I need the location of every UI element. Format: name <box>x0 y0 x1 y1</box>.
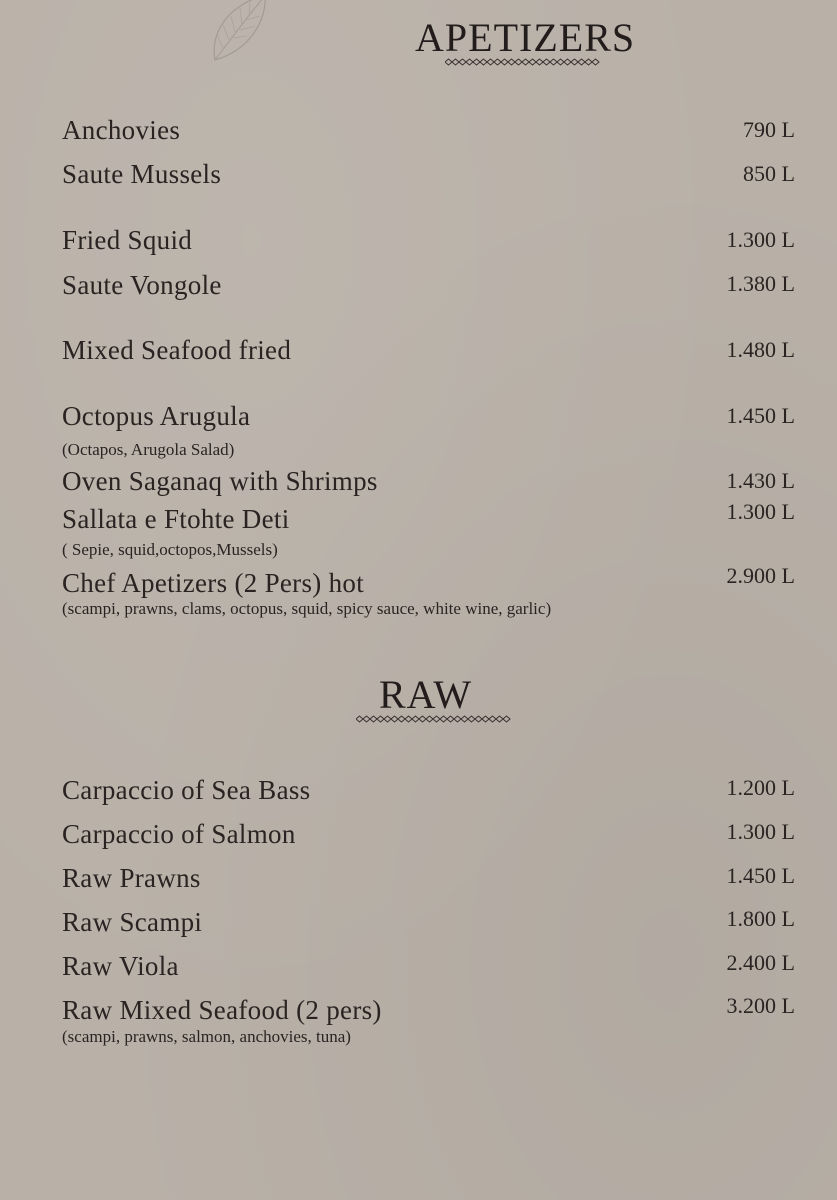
ornament-diamond <box>468 716 475 722</box>
ornament-diamond <box>543 59 550 65</box>
menu-item-price: 1.300 L <box>726 819 795 844</box>
menu-item-name: Saute Vongole <box>62 270 222 300</box>
menu-item-price: 1.800 L <box>726 906 795 931</box>
menu-item-description: (Octapos, Arugola Salad) <box>62 440 235 459</box>
ornament-diamond <box>377 716 384 722</box>
ornament-diamond <box>445 59 452 65</box>
ornament-divider-apetizers <box>445 58 601 66</box>
menu-item-name: Oven Saganaq with Shrimps <box>62 466 378 496</box>
menu-item-name: Carpaccio of Sea Bass <box>62 775 311 805</box>
menu-item-price: 3.200 L <box>726 993 795 1018</box>
menu-item-name: Raw Scampi <box>62 907 203 937</box>
menu-item-name: Raw Prawns <box>62 863 201 893</box>
menu-item-price: 1.430 L <box>726 468 795 493</box>
ornament-diamond <box>494 59 501 65</box>
menu-item-price: 790 L <box>743 117 795 142</box>
menu-item-name: Carpaccio of Salmon <box>62 819 296 849</box>
ornament-diamond <box>571 59 578 65</box>
ornament-diamond <box>550 59 557 65</box>
ornament-diamond <box>440 716 447 722</box>
ornament-diamond <box>452 59 459 65</box>
ornament-diamond <box>496 716 503 722</box>
ornament-diamond <box>356 716 363 722</box>
menu-item-price: 850 L <box>743 161 795 186</box>
ornament-diamond <box>592 59 599 65</box>
ornament-diamond <box>480 59 487 65</box>
menu-item-name: Saute Mussels <box>62 159 222 189</box>
ornament-diamond <box>412 716 419 722</box>
ornament-diamond <box>391 716 398 722</box>
ornament-diamond <box>473 59 480 65</box>
ornament-diamond <box>557 59 564 65</box>
menu-item-description: ( Sepie, squid,octopos,Mussels) <box>62 540 278 559</box>
menu-item-price: 1.480 L <box>726 337 795 362</box>
ornament-diamond <box>454 716 461 722</box>
ornament-diamond <box>503 716 510 722</box>
leaf-icon <box>205 0 275 65</box>
ornament-diamond <box>363 716 370 722</box>
ornament-diamond <box>461 716 468 722</box>
ornament-diamond <box>529 59 536 65</box>
menu-item-name: Sallata e Ftohte Deti <box>62 504 290 534</box>
menu-item-price: 2.400 L <box>726 950 795 975</box>
ornament-diamond <box>515 59 522 65</box>
ornament-diamond <box>487 59 494 65</box>
menu-item-name: Raw Mixed Seafood (2 pers) <box>62 995 382 1025</box>
menu-item-price: 1.450 L <box>726 403 795 428</box>
ornament-diamond <box>459 59 466 65</box>
ornament-diamond <box>475 716 482 722</box>
ornament-diamond <box>489 716 496 722</box>
ornament-diamond <box>405 716 412 722</box>
ornament-diamond <box>522 59 529 65</box>
ornament-diamond <box>585 59 592 65</box>
menu-item-name: Fried Squid <box>62 225 193 255</box>
ornament-diamond <box>370 716 377 722</box>
menu-item-name: Raw Viola <box>62 951 179 981</box>
section-title-apetizers: APETIZERS <box>415 15 636 60</box>
menu-item-price: 1.450 L <box>726 863 795 888</box>
menu-item-price: 2.900 L <box>726 563 795 588</box>
ornament-diamond <box>508 59 515 65</box>
ornament-diamond <box>426 716 433 722</box>
menu-item-price: 1.300 L <box>726 499 795 524</box>
menu-item-price: 1.200 L <box>726 775 795 800</box>
menu-item-description: (scampi, prawns, salmon, anchovies, tuna) <box>62 1027 351 1046</box>
ornament-diamond <box>433 716 440 722</box>
ornament-diamond <box>447 716 454 722</box>
menu-item-price: 1.380 L <box>726 271 795 296</box>
ornament-diamond <box>419 716 426 722</box>
ornament-diamond <box>564 59 571 65</box>
ornament-diamond <box>536 59 543 65</box>
menu-item-description: (scampi, prawns, clams, octopus, squid, spicy sauce, white wine, garlic) <box>62 599 552 618</box>
menu-item-price: 1.300 L <box>726 227 795 252</box>
section-title-raw: RAW <box>379 672 473 717</box>
ornament-divider-raw <box>356 715 512 723</box>
ornament-diamond <box>578 59 585 65</box>
ornament-diamond <box>482 716 489 722</box>
ornament-diamond <box>384 716 391 722</box>
menu-item-name: Anchovies <box>62 115 181 145</box>
menu-item-name: Mixed Seafood fried <box>62 335 292 365</box>
menu-item-name: Chef Apetizers (2 Pers) hot <box>62 568 365 598</box>
menu-item-name: Octopus Arugula <box>62 401 251 431</box>
ornament-diamond <box>466 59 473 65</box>
ornament-diamond <box>398 716 405 722</box>
ornament-diamond <box>501 59 508 65</box>
